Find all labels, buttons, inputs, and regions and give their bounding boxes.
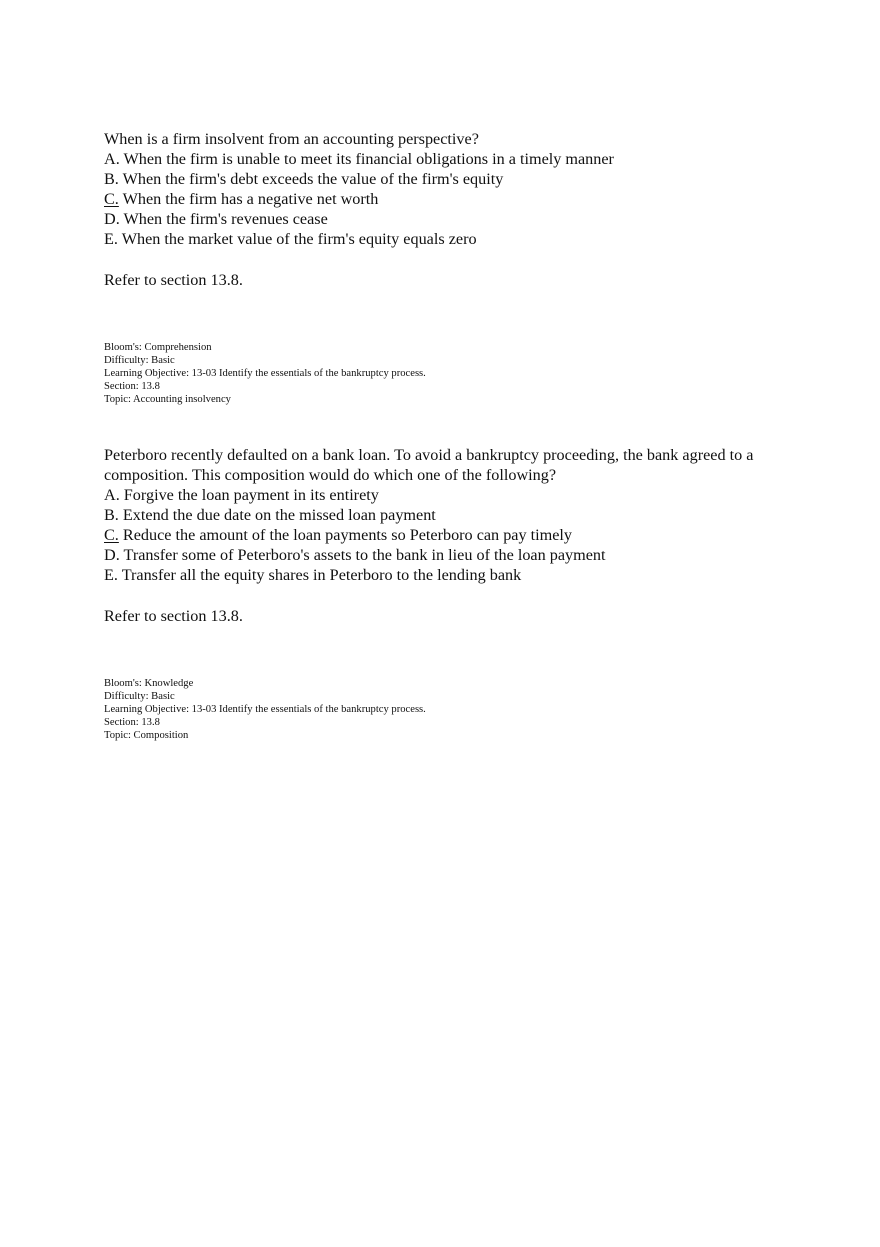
learning-objective: Learning Objective: 13-03 Identify the essentials of the bankruptcy process. bbox=[104, 368, 426, 379]
option-d bbox=[104, 545, 784, 565]
option-a bbox=[104, 149, 784, 169]
option-e bbox=[104, 565, 784, 585]
difficulty: Difficulty: Basic bbox=[104, 355, 175, 366]
option-c-correct bbox=[104, 525, 784, 545]
option-e bbox=[104, 229, 784, 249]
option-text: When the market value of the firm's equity equals zero bbox=[117, 230, 477, 248]
option-text: Extend the due date on the missed loan payment bbox=[118, 506, 436, 524]
option-letter: D. bbox=[104, 210, 120, 228]
option-letter: D. bbox=[104, 546, 120, 564]
question-2 bbox=[104, 445, 784, 742]
option-text: Reduce the amount of the loan payments so Peterboro can pay timely bbox=[118, 526, 572, 544]
question-metadata bbox=[104, 677, 784, 742]
refer-text: Refer to section 13.8. bbox=[104, 271, 243, 289]
option-letter-correct: C. bbox=[104, 190, 119, 208]
option-a bbox=[104, 485, 784, 505]
option-b bbox=[104, 169, 784, 189]
option-text: When the firm's debt exceeds the value of the firm's equity bbox=[118, 170, 504, 188]
option-text: When the firm's revenues cease bbox=[119, 210, 328, 228]
topic: Topic: Composition bbox=[104, 730, 189, 741]
question-stem: When is a firm insolvent from an accounting perspective? bbox=[104, 130, 479, 148]
option-letter: B. bbox=[104, 170, 119, 188]
option-letter: B. bbox=[104, 506, 119, 524]
option-c-correct bbox=[104, 189, 784, 209]
option-text: When the firm is unable to meet its financial obligations in a timely manner bbox=[119, 150, 614, 168]
option-text: Transfer some of Peterboro's assets to the bank in lieu of the loan payment bbox=[119, 546, 606, 564]
section: Section: 13.8 bbox=[104, 717, 160, 728]
question-1 bbox=[104, 129, 784, 406]
blooms-level: Bloom's: Comprehension bbox=[104, 342, 212, 353]
learning-objective: Learning Objective: 13-03 Identify the essentials of the bankruptcy process. bbox=[104, 704, 426, 715]
option-letter: A. bbox=[104, 486, 120, 504]
option-letter: E. bbox=[104, 230, 118, 248]
blooms-level: Bloom's: Knowledge bbox=[104, 678, 194, 689]
topic: Topic: Accounting insolvency bbox=[104, 394, 231, 405]
option-letter-correct: C. bbox=[104, 526, 119, 544]
option-letter: A. bbox=[104, 150, 120, 168]
option-text: Forgive the loan payment in its entirety bbox=[119, 486, 379, 504]
difficulty: Difficulty: Basic bbox=[104, 691, 175, 702]
question-stem: Peterboro recently defaulted on a bank loan. To avoid a bankruptcy proceeding, the bank agreed to a composition. This composition would do which one of the following? bbox=[104, 446, 754, 484]
option-text: When the firm has a negative net worth bbox=[118, 190, 379, 208]
option-letter: E. bbox=[104, 566, 118, 584]
refer-text: Refer to section 13.8. bbox=[104, 607, 243, 625]
option-b bbox=[104, 505, 784, 525]
question-metadata bbox=[104, 341, 784, 406]
option-d bbox=[104, 209, 784, 229]
option-text: Transfer all the equity shares in Peterboro to the lending bank bbox=[117, 566, 522, 584]
section: Section: 13.8 bbox=[104, 381, 160, 392]
